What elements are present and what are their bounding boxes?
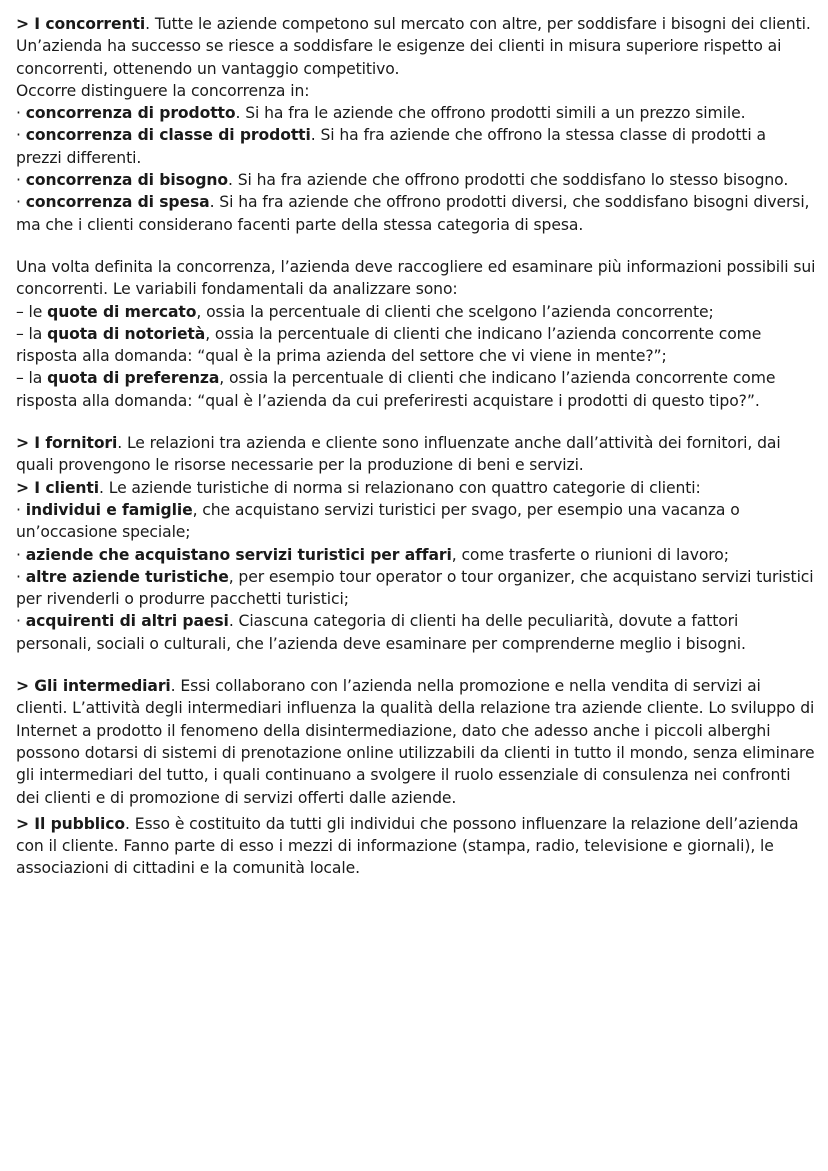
clienti-text: . Le aziende turistiche di norma si relazionano con quattro categorie di clienti:	[99, 478, 701, 497]
clienti-heading: > I clienti	[16, 478, 100, 497]
spacer	[16, 236, 816, 256]
term: concorrenza di bisogno	[25, 171, 229, 190]
clienti-paragraph	[16, 477, 816, 499]
list-item: · concorrenza di prodotto. Si ha fra le aziende che offrono prodotti simili a un prezzo simile.	[16, 104, 746, 123]
pubblico-text: . Esso è costituito da tutti gli individui che possono influenzare la relazione dell’azienda con il cliente. Fanno parte di esso i mezzi di informazione (stampa, radio, televisione e giornali), le associazioni di cittadini e la comunità locale.	[16, 814, 799, 878]
pubblico-paragraph	[16, 813, 816, 880]
list-item: · altre aziende turistiche, per esempio tour operator o tour organizer, che acquistano servizi turistici per rivenderli o produrre pacchetti turistici;	[16, 567, 814, 609]
concorrenti-paragraph	[16, 13, 816, 80]
term: concorrenza di spesa	[25, 193, 210, 212]
list-item: · concorrenza di classe di prodotti. Si ha fra aziende che offrono la stessa classe di prodotti a prezzi differenti.	[16, 126, 766, 167]
list-item: · aziende che acquistano servizi turistici per affari, come trasferte o riunioni di lavoro;	[16, 545, 729, 564]
spacer	[16, 655, 816, 675]
term: individui e famiglie	[25, 500, 193, 519]
list-item: · individui e famiglie, che acquistano servizi turistici per svago, per esempio una vacanza o un’occasione speciale;	[16, 500, 740, 542]
list-item: · concorrenza di bisogno. Si ha fra aziende che offrono prodotti che soddisfano lo stesso bisogno.	[16, 171, 789, 190]
list-item: – le quote di mercato, ossia la percentuale di clienti che scelgono l’azienda concorrente;	[16, 302, 714, 321]
spacer	[16, 412, 816, 432]
intermediari-heading: > Gli intermediari	[16, 677, 171, 696]
term: quote di mercato	[47, 302, 197, 321]
term: quota di preferenza	[47, 369, 220, 388]
term: concorrenza di prodotto	[25, 104, 236, 123]
fornitori-text: . Le relazioni tra azienda e cliente sono influenzate anche dall’attività dei fornitori, dai quali provengono le risorse necessarie per la produzione di beni e servizi.	[16, 434, 781, 475]
intermediari-text: . Essi collaborano con l’azienda nella promozione e nella vendita di servizi ai clienti. L’attività degli intermediari influenza la qualità della relazione tra aziende cliente. Lo sviluppo di Internet a prodotto il fenomeno della disintermediazione, dato che adesso anche i piccoli alberghi possono dotarsi di sistemi di prenotazione online utilizzabili da clienti in tutto il mondo, senza eliminare gli intermediari del tutto, i quali continuano a svolgere il ruolo essenziale di consulenza nei confronti dei clienti e di promozione di servizi offerti dalle aziende.	[16, 677, 815, 807]
pubblico-heading: > Il pubblico	[16, 814, 126, 833]
fornitori-paragraph	[16, 432, 816, 477]
fornitori-heading: > I fornitori	[16, 434, 118, 453]
list-item: · concorrenza di spesa. Si ha fra aziende che offrono prodotti diversi, che soddisfano bisogni diversi, ma che i clienti considerano facenti parte della stessa categoria di spesa.	[16, 193, 810, 234]
concorrenti-text: . Tutte le aziende competono sul mercato con altre, per soddisfare i bisogni dei clienti. Un’azienda ha successo se riesce a soddisfare le esigenze dei clienti in misura superiore rispetto ai concorrenti, ottenendo un vantaggio competitivo.	[16, 15, 811, 78]
term: acquirenti di altri paesi	[25, 612, 229, 631]
term: altre aziende turistiche	[25, 567, 229, 586]
term: aziende che acquistano servizi turistici per affari	[25, 545, 452, 564]
list-item: – la quota di preferenza, ossia la percentuale di clienti che indicano l’azienda concorrente come risposta alla domanda: “qual è l’azienda da cui preferiresti acquistare i prodotti di questo tipo?”.	[16, 369, 776, 410]
concorrenza-intro: Occorre distinguere la concorrenza in:	[16, 81, 310, 100]
term: concorrenza di classe di prodotti	[25, 126, 311, 145]
list-item: – la quota di notorietà, ossia la percentuale di clienti che indicano l’azienda concorrente come risposta alla domanda: “qual è la prima azienda del settore che vi viene in mente?”;	[16, 324, 762, 366]
term: quota di notorietà	[47, 324, 206, 343]
intermediari-paragraph	[16, 675, 816, 809]
concorrenti-heading: > I concorrenti	[16, 15, 146, 33]
variabili-intro: Una volta definita la concorrenza, l’azienda deve raccogliere ed esaminare più informazioni possibili sui concorrenti. Le variabili fondamentali da analizzare sono:	[16, 257, 816, 299]
list-item: · acquirenti di altri paesi. Ciascuna categoria di clienti ha delle peculiarità, dovute a fattori personali, sociali o culturali, che l’azienda deve esaminare per comprenderne meglio i bisogni.	[16, 612, 746, 653]
